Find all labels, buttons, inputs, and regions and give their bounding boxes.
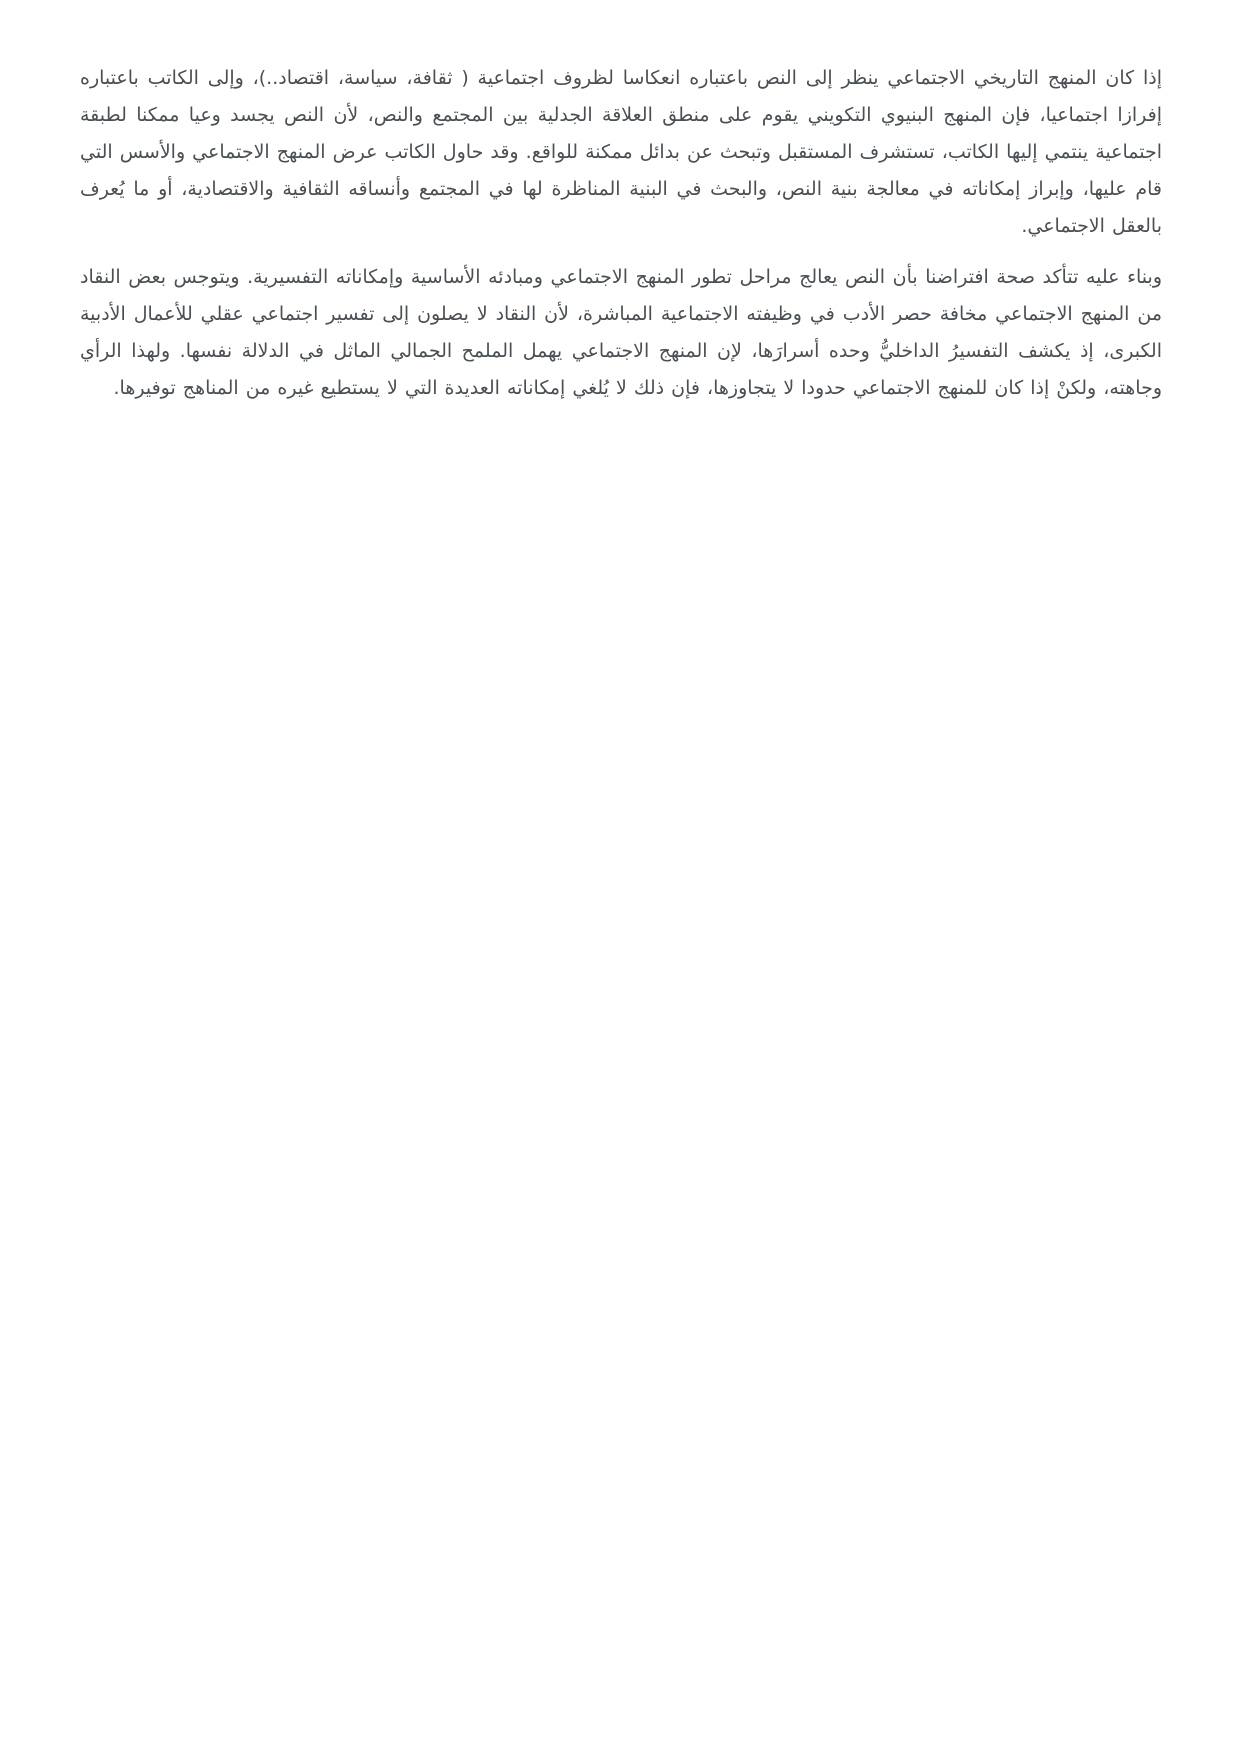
paragraph-1: إذا كان المنهج التاريخي الاجتماعي ينظر إلى النص باعتباره انعكاسا لظروف اجتماعية ( ثقافة، سياسة، اقتصاد..)، وإلى الكاتب باعتباره إفرازا اجتماعيا، فإن المنهج البنيوي التكويني يقوم على منطق العلاقة الجدلية بين المجتمع والنص، لأن النص يجسد وعيا ممكنا لطبقة اجتماعية ينتمي إليها الكاتب، تستشرف المستقبل وتبحث عن بدائل ممكنة للواقع. وقد حاول الكاتب عرض المنهج الاجتماعي والأسس التي قام عليها، وإبراز إمكاناته في معالجة بنية النص، والبحث في البنية المناظرة لها في المجتمع وأنساقه الثقافية والاقتصادية، أو ما يُعرف بالعقل الاجتماعي. (80, 67, 1162, 237)
paragraph-2: وبناء عليه تتأكد صحة افتراضنا بأن النص يعالج مراحل تطور المنهج الاجتماعي ومبادئه الأساسية وإمكاناته التفسيرية. ويتوجس بعض النقاد من المنهج الاجتماعي مخافة حصر الأدب في وظيفته الاجتماعية المباشرة، لأن النقاد لا يصلون إلى تفسير اجتماعي عقلي للأعمال الأدبية الكبرى، إذ يكشف التفسيرُ الداخليُّ وحده أسرارَها، لإن المنهج الاجتماعي يهمل الملمح الجمالي الماثل في الدلالة نفسها. ولهذا الرأي وجاهته، ولكنْ إذا كان للمنهج الاجتماعي حدودا لا يتجاوزها، فإن ذلك لا يُلغي إمكاناته العديدة التي لا يستطيع غيره من المناهج توفيرها. (80, 266, 1162, 399)
